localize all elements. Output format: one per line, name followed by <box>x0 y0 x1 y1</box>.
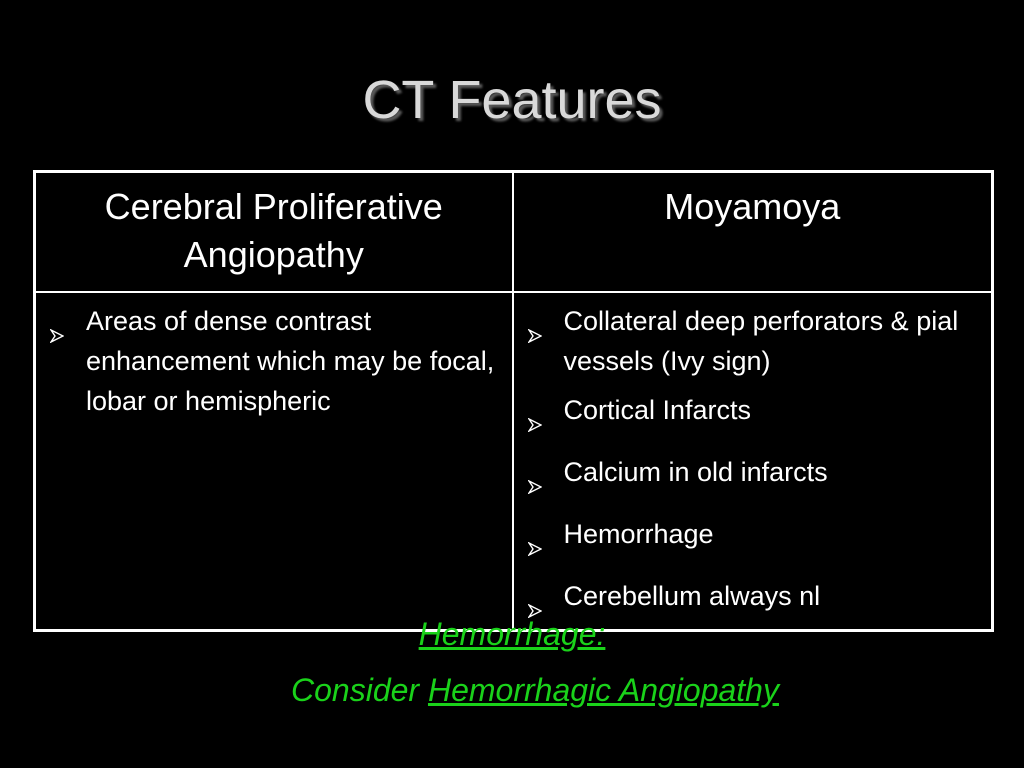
arrowhead-bullet-icon <box>528 390 564 443</box>
list-item-text: Areas of dense contrast enhancement which may be focal, lobar or hemispheric <box>86 305 495 416</box>
list-item <box>528 514 982 567</box>
body-cell-cpa <box>35 292 513 631</box>
header-cell-moyamoya: Moyamoya <box>513 172 993 292</box>
list-item <box>528 301 982 381</box>
cpa-feature-list <box>36 293 512 421</box>
consider-text: Consider <box>291 672 428 708</box>
moyamoya-feature-list <box>514 293 992 629</box>
header-cell-cpa: Cerebral Proliferative Angiopathy <box>35 172 513 292</box>
comparison-table <box>33 170 994 632</box>
arrowhead-bullet-icon <box>528 514 564 567</box>
list-item-text: Collateral deep perforators & pial vessels (Ivy sign) <box>563 305 959 376</box>
hemorrhagic-angiopathy-link[interactable]: Hemorrhagic Angiopathy <box>427 672 779 708</box>
table-body-row <box>35 292 993 631</box>
list-item <box>528 452 982 505</box>
arrowhead-bullet-icon <box>528 301 564 354</box>
list-item-text: Cerebellum always nl <box>563 580 821 611</box>
hemorrhage-link[interactable]: Hemorrhage: <box>418 616 606 652</box>
list-item-text: Cortical Infarcts <box>563 394 752 425</box>
list-item <box>50 301 502 421</box>
table-header-row <box>35 172 993 292</box>
footer-hemorrhage-line <box>0 614 1024 654</box>
arrowhead-bullet-icon <box>50 301 86 354</box>
list-item-text: Calcium in old infarcts <box>563 456 828 487</box>
list-item <box>528 390 982 443</box>
body-cell-moyamoya <box>513 292 993 631</box>
list-item-text: Hemorrhage <box>563 518 714 549</box>
footer-consider-line <box>0 670 1024 710</box>
arrowhead-bullet-icon <box>528 452 564 505</box>
slide-title: CT Features <box>362 70 662 130</box>
